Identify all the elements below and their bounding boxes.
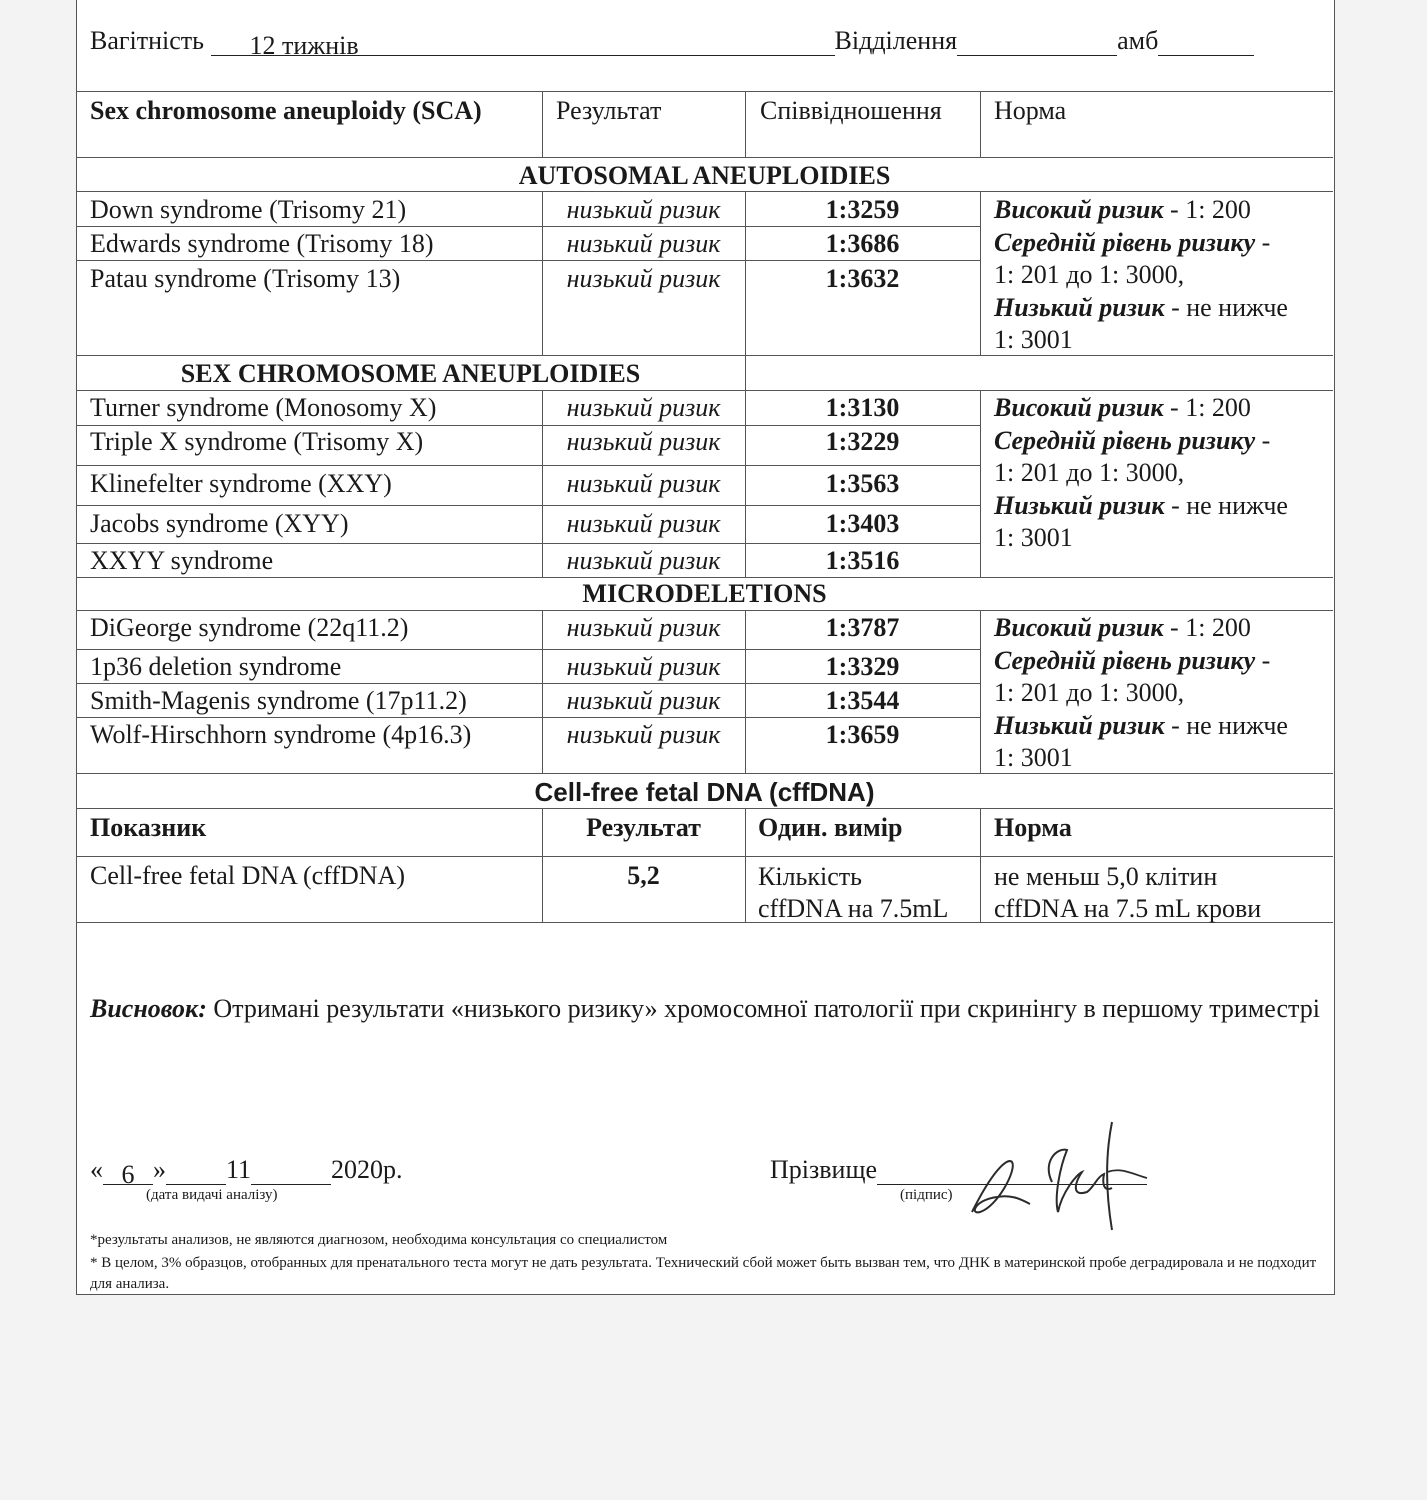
ratio-value: 1:3686: [825, 229, 900, 258]
norm-block-sex: [994, 392, 1288, 555]
norm-mid-value: 1: 201 до 1: 3000,: [994, 260, 1185, 289]
cffdna-col-header-unit: Один. вимір: [758, 813, 903, 842]
surname-label: Прізвище: [770, 1155, 878, 1184]
department-label: Відділення: [834, 26, 958, 55]
ratio-value: 1:3229: [825, 427, 900, 456]
cffdna-norm: [994, 861, 1261, 925]
norm-low-value: - не нижче: [1164, 710, 1288, 740]
syndrome-name: Smith-Magenis syndrome (17p11.2): [90, 686, 467, 715]
table-rule: [76, 157, 1333, 158]
col-header-norm: Норма: [994, 96, 1067, 125]
norm-low-label: Низький ризик: [994, 710, 1165, 740]
cffdna-norm-line2: cffDNA на 7.5 mL крови: [994, 894, 1262, 923]
table-rule: [542, 91, 543, 157]
table-rule: [76, 610, 1333, 611]
pregnancy-value: 12 тижнів: [249, 31, 359, 60]
ratio-value: 1:3516: [825, 546, 900, 575]
table-rule: [76, 465, 981, 466]
ratio-value: 1:3787: [825, 613, 900, 642]
table-rule: [76, 505, 981, 506]
cffdna-unit-line1: Кількість: [758, 862, 863, 891]
norm-high-value: - 1: 200: [1163, 613, 1251, 642]
norm-low-value2: 1: 3001: [994, 325, 1073, 354]
norm-low-label: Низький ризик: [994, 490, 1165, 520]
issue-day: 6: [121, 1160, 135, 1189]
table-rule: [76, 717, 981, 718]
table-rule: [980, 91, 981, 157]
ratio-value: 1:3659: [825, 720, 900, 749]
norm-high-label: Високий ризик: [994, 195, 1164, 224]
norm-mid-suffix: -: [1255, 227, 1271, 257]
result-value: низький ризик: [566, 509, 721, 538]
norm-high-value: - 1: 200: [1163, 393, 1251, 422]
table-rule: [76, 191, 1333, 192]
norm-low-value: - не нижче: [1164, 490, 1288, 520]
ratio-value: 1:3544: [825, 686, 900, 715]
issue-year: 2020р.: [331, 1155, 403, 1184]
syndrome-name: 1p36 deletion syndrome: [90, 652, 342, 681]
norm-high-label: Високий ризик: [994, 613, 1164, 642]
ratio-value: 1:3563: [825, 469, 900, 498]
syndrome-name: XXYY syndrome: [90, 546, 274, 575]
col-header-test: Sex chromosome aneuploidy (SCA): [90, 96, 482, 125]
footnote-2: * В целом, 3% образцов, отобранных для пренатального теста могут не дать результата. Технический сбой может быть вызван тем, что ДНК в материнской пробе деградировала и не подходит для анализа.: [90, 1255, 1317, 1292]
pregnancy-label: Вагітність: [90, 26, 205, 55]
department-value: амб: [1117, 26, 1159, 55]
table-rule: [980, 191, 981, 355]
result-value: низький ризик: [566, 720, 721, 749]
norm-low-label: Низький ризик: [994, 292, 1165, 322]
result-value: низький ризик: [566, 613, 721, 642]
norm-high-label: Високий ризик: [994, 393, 1164, 422]
table-rule: [76, 577, 1333, 578]
result-value: низький ризик: [566, 469, 721, 498]
cffdna-col-header-indicator: Показник: [90, 813, 207, 842]
sign-caption: (підпис): [900, 1187, 953, 1203]
conclusion: [90, 993, 1320, 1025]
section-title-sex: SEX CHROMOSOME ANEUPLOIDIES: [180, 359, 641, 388]
syndrome-name: Klinefelter syndrome (XXY): [90, 469, 392, 498]
result-value: низький ризик: [566, 652, 721, 681]
section-title-micro: MICRODELETIONS: [582, 579, 827, 608]
cffdna-unit-line2: cffDNA на 7.5mL: [758, 894, 949, 923]
table-rule: [76, 226, 981, 227]
result-value: низький ризик: [566, 686, 721, 715]
norm-mid-suffix: -: [1255, 425, 1271, 455]
cffdna-norm-line1: не меньш 5,0 клітин: [994, 862, 1218, 891]
issue-month: 11: [226, 1155, 252, 1184]
cffdna-name: Cell-free fetal DNA (cffDNA): [90, 861, 405, 890]
section-title-cffdna: Cell-free fetal DNA (cffDNA): [534, 777, 875, 807]
issue-date: « 6 » 11 2020р.: [90, 1155, 403, 1189]
ratio-value: 1:3403: [825, 509, 900, 538]
conclusion-text: Отримані результати «низького ризику» хромосомної патології при скринінгу в першому триместрі: [206, 994, 1320, 1023]
table-rule: [76, 856, 1333, 857]
result-value: низький ризик: [566, 264, 721, 293]
ratio-value: 1:3130: [825, 393, 900, 422]
conclusion-label: Висновок:: [90, 994, 207, 1023]
result-value: низький ризик: [566, 393, 721, 422]
norm-low-value2: 1: 3001: [994, 523, 1073, 552]
norm-block-autosomal: [994, 194, 1288, 357]
syndrome-name: Patau syndrome (Trisomy 13): [90, 264, 401, 293]
norm-mid-value: 1: 201 до 1: 3000,: [994, 458, 1185, 487]
cffdna-result: 5,2: [627, 861, 660, 890]
result-value: низький ризик: [566, 229, 721, 258]
norm-high-value: - 1: 200: [1163, 195, 1251, 224]
cffdna-col-header-norm: Норма: [994, 813, 1072, 842]
result-value: низький ризик: [566, 427, 721, 456]
norm-mid-suffix: -: [1255, 645, 1271, 675]
table-rule: [76, 649, 981, 650]
norm-mid-label: Середній рівень ризику: [994, 645, 1256, 675]
table-rule: [980, 610, 981, 773]
norm-mid-value: 1: 201 до 1: 3000,: [994, 678, 1185, 707]
result-value: низький ризик: [566, 195, 721, 224]
syndrome-name: Turner syndrome (Monosomy X): [90, 393, 437, 422]
table-rule: [76, 425, 981, 426]
table-rule: [76, 91, 1333, 92]
table-rule: [76, 683, 981, 684]
syndrome-name: Jacobs syndrome (XYY): [90, 509, 349, 538]
norm-mid-label: Середній рівень ризику: [994, 227, 1256, 257]
table-rule: [76, 543, 981, 544]
cffdna-unit: [758, 861, 948, 925]
ratio-value: 1:3329: [825, 652, 900, 681]
table-rule: [745, 91, 746, 157]
section-title-autosomal: AUTOSOMAL ANEUPLOIDIES: [518, 161, 891, 190]
syndrome-name: Edwards syndrome (Trisomy 18): [90, 229, 434, 258]
table-rule: [745, 808, 746, 922]
norm-mid-label: Середній рівень ризику: [994, 425, 1256, 455]
table-rule: [745, 355, 746, 390]
col-header-result: Результат: [556, 96, 662, 125]
date-caption: (дата видачі аналізу): [146, 1187, 278, 1203]
syndrome-name: Triple X syndrome (Trisomy X): [90, 427, 424, 456]
header-line: [90, 26, 1254, 60]
syndrome-name: Wolf-Hirschhorn syndrome (4p16.3): [90, 720, 472, 749]
ratio-value: 1:3632: [825, 264, 900, 293]
syndrome-name: DiGeorge syndrome (22q11.2): [90, 613, 409, 642]
handwritten-signature: [962, 1112, 1152, 1237]
ratio-value: 1:3259: [825, 195, 900, 224]
footnote-1: *результаты анализов, не являются диагнозом, необходима консультация со специалистом: [90, 1232, 668, 1248]
syndrome-name: Down syndrome (Trisomy 21): [90, 195, 407, 224]
table-rule: [76, 808, 1333, 809]
norm-low-value: - не нижче: [1164, 292, 1288, 322]
col-header-ratio: Співвідношення: [760, 96, 942, 125]
table-rule: [980, 808, 981, 922]
cffdna-col-header-result: Результат: [586, 813, 701, 842]
table-rule: [980, 390, 981, 577]
norm-block-micro: [994, 612, 1288, 775]
result-value: низький ризик: [566, 546, 721, 575]
table-rule: [76, 390, 1333, 391]
norm-low-value2: 1: 3001: [994, 743, 1073, 772]
table-rule: [76, 260, 981, 261]
